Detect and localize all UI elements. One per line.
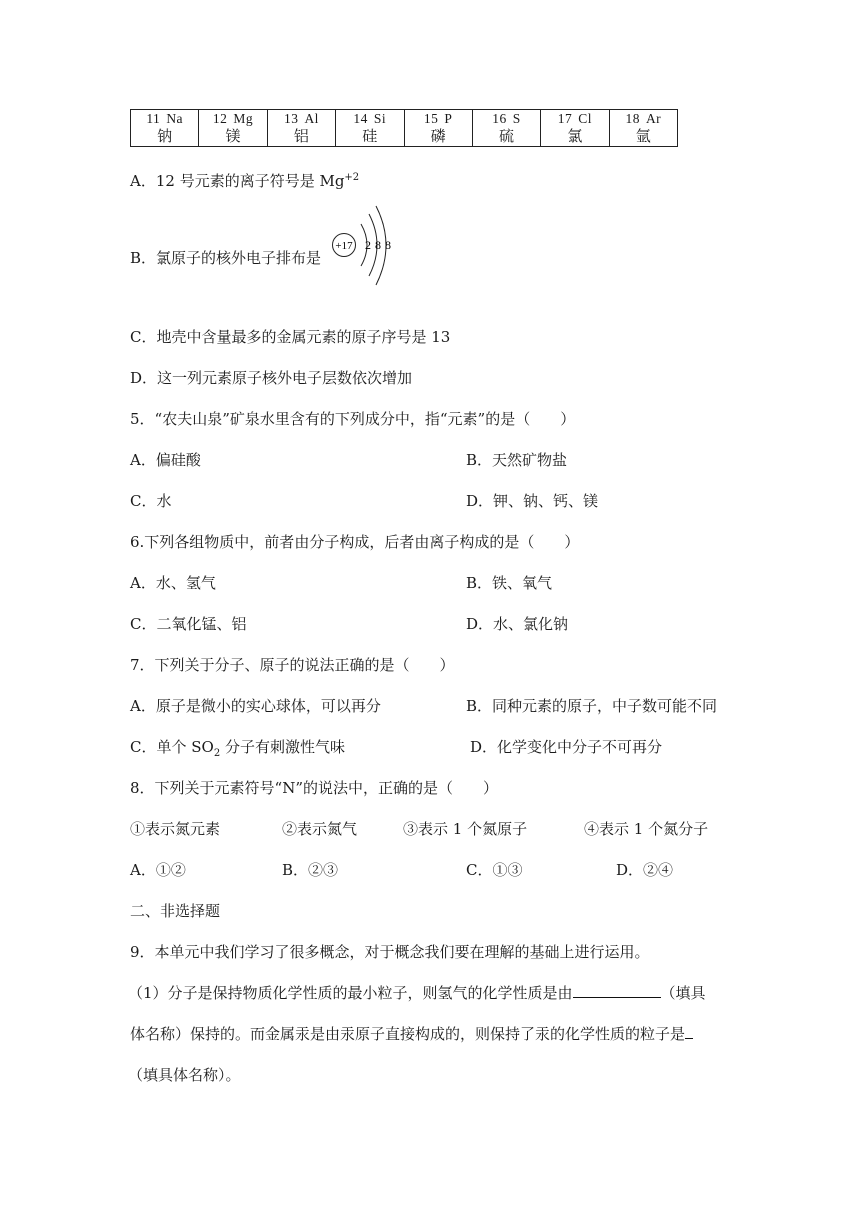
q5-option-d: D．钾、钠、钙、镁 [466,492,599,510]
q4-option-a [130,171,359,191]
element-name: 铝 [293,127,309,145]
q7-option-d: D．化学变化中分子不可再分 [470,738,663,756]
element-number-symbol [541,111,608,127]
q9-part1-text-a: （1）分子是保持物质化学性质的最小粒子，则氢气的化学性质是由 [128,984,573,1002]
element-cell-ar [609,110,677,147]
atomic-number: 13 [283,111,299,126]
q5-option-b: B．天然矿物盐 [466,451,568,469]
atomic-number: 17 [557,111,573,126]
element-name: 镁 [225,127,241,145]
element-number-symbol [131,111,198,127]
q6-stem: 6.下列各组物质中，前者由分子构成，后者由离子构成的是（ ） [130,533,580,551]
q4-option-b [130,248,321,268]
q6-option-d: D．水、氯化钠 [466,615,569,633]
q8-statement-4: ④表示 1 个氮分子 [584,820,709,838]
shell-electrons-3: 8 [385,238,391,252]
q5-option-c: C．水 [130,492,172,510]
element-table [130,109,678,147]
q6-option-a: A．水、氢气 [130,574,216,592]
q6-option-c: C．二氧化锰、铝 [130,615,247,633]
element-cell-si [336,110,404,147]
element-name: 氩 [635,127,651,145]
section-heading: 二、非选择题 [130,902,221,920]
atomic-number: 15 [423,111,439,126]
q7-stem: 7．下列关于分子、原子的说法正确的是（ ） [130,656,455,674]
element-name: 磷 [430,127,446,145]
q8-option-c: C．①③ [466,861,523,879]
q8-statement-3: ③表示 1 个氮原子 [403,820,528,838]
atomic-number: 14 [353,111,368,126]
q4-option-d: D．这一列元素原子核外电子层数依次增加 [130,369,413,387]
q5-option-a: A．偏硅酸 [130,451,201,469]
element-symbol: S [512,111,521,126]
q7-option-c-post: 分子有刺激性气味 [220,738,345,756]
element-number-symbol [473,111,540,127]
answer-blank-2[interactable] [685,1024,693,1039]
q4-option-b-text: B．氯原子的核外电子排布是 [130,249,322,267]
mg-charge-superscript: +2 [344,172,360,183]
element-name: 氯 [567,127,583,145]
element-number-symbol [268,111,335,127]
q5-stem: 5．“农夫山泉”矿泉水里含有的下列成分中，指“元素”的是（ ） [130,410,576,428]
q9-part1-text-c: 体名称）保持的。而金属汞是由汞原子直接构成的，则保持了汞的化学性质的粒子是 [130,1025,686,1043]
element-symbol: Al [304,111,319,126]
element-cell-mg [199,110,267,147]
shell-electrons-2: 8 [375,238,381,252]
q9-part1-text-b: （填具 [660,984,706,1002]
q7-option-a: A．原子是微小的实心球体，可以再分 [130,697,381,715]
atomic-number: 16 [492,111,507,126]
q9-stem: 9．本单元中我们学习了很多概念，对于概念我们要在理解的基础上进行运用。 [130,943,650,961]
q7-option-c [130,737,345,757]
element-name: 钠 [157,127,173,145]
element-cell-p [404,110,472,147]
q8-stem: 8．下列关于元素符号“N”的说法中，正确的是（ ） [130,779,499,797]
atomic-number: 12 [212,111,228,126]
q4-option-c: C．地壳中含量最多的金属元素的原子序号是 13 [130,328,451,346]
element-symbol: Si [373,111,387,126]
element-cell-al [267,110,335,147]
element-symbol: Na [166,111,184,126]
q8-option-a: A．①② [130,861,186,879]
chlorine-electron-diagram [330,204,396,290]
q9-part1-line3: （填具体名称）。 [128,1066,241,1084]
so2-subscript: 2 [213,748,221,759]
element-cell-na [131,110,199,147]
element-name: 硅 [362,127,378,145]
q9-part1-line2 [130,1024,693,1044]
atomic-number: 18 [625,111,640,126]
q6-option-b: B．铁、氧气 [466,574,553,592]
element-cell-s [472,110,540,147]
q7-option-c-pre: C．单个 SO [130,738,214,756]
q8-statement-2: ②表示氮气 [282,820,358,838]
element-name: 硫 [499,127,515,145]
element-number-symbol [610,111,677,127]
q7-option-b: B．同种元素的原子，中子数可能不同 [466,697,718,715]
element-number-symbol [405,111,472,127]
q8-option-d: D．②④ [616,861,674,879]
element-cell-cl [541,110,609,147]
q8-option-b: B．②③ [282,861,339,879]
atomic-number: 11 [146,111,161,126]
element-symbol: Mg [233,111,254,126]
q8-statement-1: ①表示氮元素 [130,820,221,838]
element-symbol: Ar [645,111,662,126]
q4-option-a-text: A．12 号元素的离子符号是 Mg [130,172,345,190]
answer-blank-1[interactable] [573,983,661,998]
element-number-symbol [336,111,403,127]
nucleus-charge: +17 [335,240,353,252]
element-symbol: P [444,111,453,126]
element-number-symbol [199,111,266,127]
shell-electrons-1: 2 [365,238,371,252]
element-symbol: Cl [578,111,593,126]
q9-part1-line1 [128,983,706,1003]
